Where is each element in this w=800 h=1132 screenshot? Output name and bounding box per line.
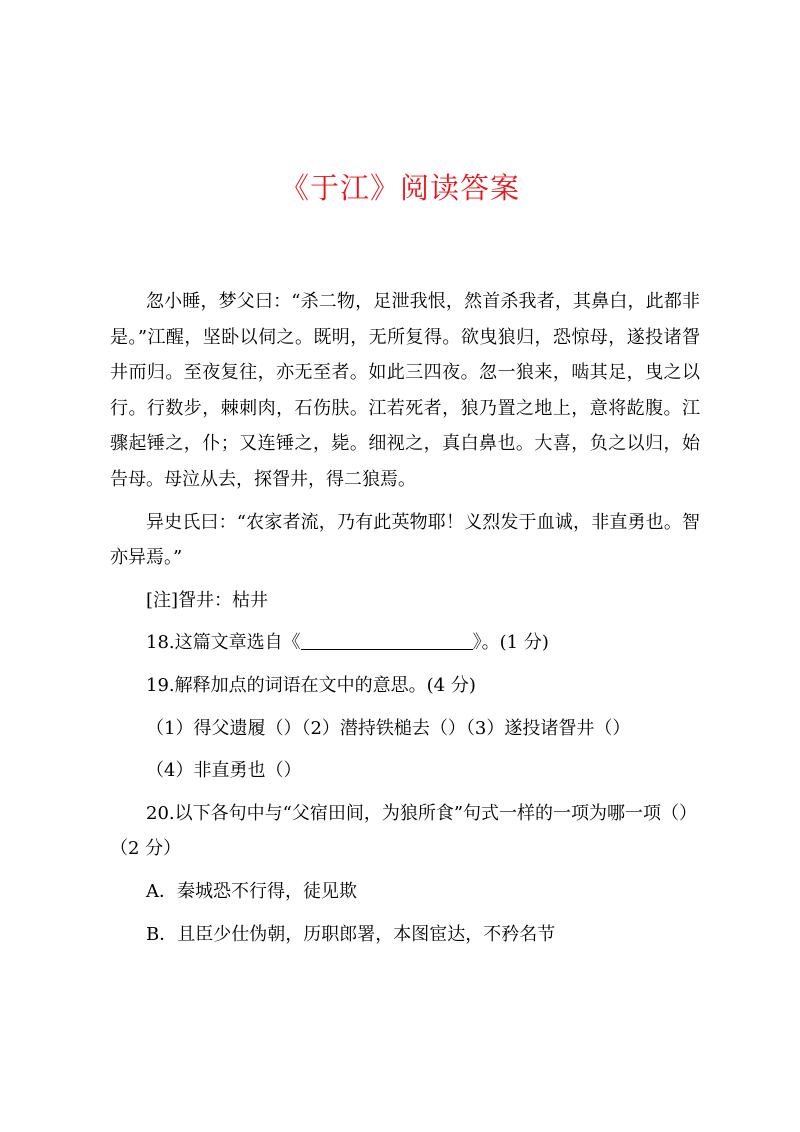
question-19-prompt: 19.解释加点的词语在文中的意思。(4 分) [146,674,476,696]
question-19-items-line1: （1）得父遗履（）（2）潜持铁槌去（）（3）遂投诸眢井（） [146,717,631,739]
question-20-prompt: 20.以下各句中与“父宿田间，为狼所食”句式一样的一项为哪一项（）（2 分） [110,802,698,860]
question-20-option-a: A．秦城恐不行得，徒见欺 [146,880,357,902]
document-body [110,284,700,952]
annotation-note: [注]眢井：枯井 [146,589,269,611]
question-18-suffix: 》。(1 分) [472,632,549,654]
document-title: 《于江》阅读答案 [279,171,520,205]
question-18-prefix: 18.这篇文章选自《 [146,632,301,654]
answer-blank [301,631,473,650]
paragraph-story: 忽小睡，梦父曰：“杀二物，足泄我恨，然首杀我者，其鼻白，此都非是。”江醒，坚卧以伺之。既明，无所复得。欲曳狼归，恐惊母，遂投诸眢井而归。至夜复往，亦无至者。如此三四夜。忽一狼来，啮其足，曳之以行。行数步，棘刺肉，石伤肤。江若死者，狼乃置之地上，意将龁腹。江骤起锤之，仆；又连锤之，毙。细视之，真白鼻也。大喜，负之以归，始告母。母泣从去，探眢井，得二狼焉。 [110,291,700,490]
paragraph-commentary: 异史氏曰：“农家者流，乃有此英物耶！义烈发于血诚，非直勇也。智亦异焉。” [110,511,700,569]
question-19-items-line2: （4）非直勇也（） [146,760,302,782]
question-20-option-b: B．且臣少仕伪朝，历职郎署，本图宦达，不矜名节 [146,923,556,945]
question-18 [110,625,700,661]
